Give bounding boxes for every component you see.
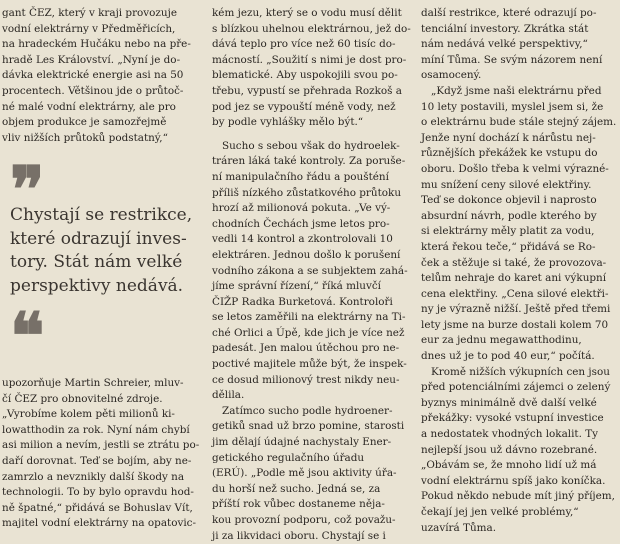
text-line: getického regulačního úřadu bbox=[212, 451, 365, 464]
text-line: Teď se dokonce objevil i naprosto bbox=[421, 194, 597, 207]
text-line: telům nehraje do karet ani výkupní bbox=[421, 272, 607, 285]
text-line: o elektrárnu bude stále stejný zájem. bbox=[421, 116, 617, 129]
text-line: „Když jsme naši elektrárnu před bbox=[431, 84, 602, 97]
article-column-1-continued bbox=[2, 376, 198, 532]
text-line: daří dorovnat. Teď se bojím, aby ne- bbox=[2, 454, 192, 467]
open-quote-icon: ❞ bbox=[10, 153, 39, 228]
text-line: upozorňuje Martin Schreier, mluv- bbox=[2, 377, 184, 389]
text-line: ně špatné,“ přidává se Bohuslav Vít, bbox=[2, 501, 193, 514]
article-column-2 bbox=[212, 6, 411, 544]
text-line: technologii. To by bylo opravdu hod- bbox=[2, 486, 194, 499]
text-line: getiků snad už brzo pomine, starosti bbox=[212, 420, 405, 433]
text-line: kém jezu, který se o vodu musí dělit bbox=[212, 7, 402, 19]
text-line: absurdní návrh, podle kterého by bbox=[421, 209, 597, 222]
text-line: ché Orlici a Úpě, kde jich je více než bbox=[212, 326, 405, 339]
pull-quote bbox=[10, 204, 200, 298]
text-line: Sucho s sebou však do hydroelek- bbox=[222, 139, 400, 152]
text-line: vedli 14 kontrol a zkontrolovali 10 bbox=[212, 233, 393, 246]
text-line: né malé vodní elektrárny, ale pro bbox=[2, 100, 176, 113]
text-line: jim dělají údajné nachystaly Ener- bbox=[212, 436, 392, 449]
text-line: zamrzlo a nevznikly další škody na bbox=[2, 470, 185, 483]
text-line: se letos zaměřili na elektrárny na Ti- bbox=[212, 311, 406, 324]
paragraph-gap bbox=[212, 131, 408, 139]
text-line: „Obávám se, že mnoho lidí už má bbox=[421, 459, 597, 472]
text-line: čekají jej jen velké problémy,“ bbox=[421, 506, 579, 518]
text-line: ní manipulačního řádu a poušténí bbox=[212, 170, 389, 183]
text-line: dnes už je to pod 40 eur,“ počítá. bbox=[421, 350, 595, 363]
text-line: padesát. Jen malou útěchou pro ne- bbox=[212, 342, 400, 355]
text-line: na hradeckém Hučáku nebo na pře- bbox=[2, 38, 191, 51]
pull-quote-line: tory. Stát nám velké bbox=[10, 252, 183, 272]
text-line: s blízkou uhelnou elektrárnou, jež do- bbox=[212, 22, 411, 35]
text-line: majitel vodní elektrárny na opatovic- bbox=[2, 517, 196, 530]
text-line: jíme správní řízení,“ říká mluvčí bbox=[212, 280, 381, 293]
text-line: tenciální investory. Zkrátka stát bbox=[421, 22, 589, 35]
text-line: (ERÚ). „Podle mě jsou aktivity úřa- bbox=[212, 467, 397, 480]
text-line: příliš nízkého zůstatkového průtoku bbox=[212, 186, 402, 199]
text-line: pod jez se vypouští méně vody, než bbox=[212, 100, 396, 113]
text-line: Zatímco sucho podle hydroener- bbox=[222, 404, 393, 417]
text-line: si elektrárny měly platit za vodu, bbox=[421, 225, 595, 238]
text-line: vodní elektrárnu spíš jako koníčka. bbox=[421, 474, 606, 487]
text-line: eur za jednu megawatthodinu, bbox=[421, 334, 582, 347]
text-line: gant ČEZ, který v kraji provozuje bbox=[2, 7, 177, 19]
article-column-3 bbox=[421, 6, 617, 536]
text-line: třebu, vypustí se přehrada Rozkoš a bbox=[212, 84, 402, 97]
text-line: poctivé majitele může být, že inspek- bbox=[212, 358, 407, 371]
pull-quote-line: které odrazují inves- bbox=[10, 228, 187, 249]
text-line: která řekou teče,“ přidává se Ro- bbox=[421, 240, 596, 253]
text-line: kou provozní podporu, což považu- bbox=[212, 514, 396, 526]
text-line: před potenciálními zájemci o zelený bbox=[421, 381, 611, 394]
text-line: lowatthodin za rok. Nyní nám chybí bbox=[2, 423, 190, 436]
text-line: chodních Čechách jsme letos pro- bbox=[212, 217, 390, 230]
close-quote-icon: ❝ bbox=[10, 299, 39, 374]
text-line: překážky: vysoké vstupní investice bbox=[421, 412, 604, 425]
text-line: procentech. Většinou jde o průtoč- bbox=[2, 84, 184, 97]
text-line: další restrikce, které odrazují po- bbox=[421, 7, 597, 19]
text-line: Kromě nižších výkupních cen jsou bbox=[431, 365, 610, 378]
text-line: objem produkce je samozřejmě bbox=[2, 116, 167, 129]
text-line: asi milion a nevím, jestli se ztrátu po- bbox=[2, 439, 200, 452]
text-line: 10 lety postavili, myslel jsem si, že bbox=[421, 100, 604, 113]
text-line: blematické. Aby uspokojili svou po- bbox=[212, 69, 398, 82]
text-line: mu snížení ceny silové elektřiny. bbox=[421, 178, 592, 191]
text-line: lety jsme na burze dostali kolem 70 bbox=[421, 318, 609, 331]
text-line: byznys minimálně dvě další velké bbox=[421, 396, 597, 409]
text-line: vodního zákona a se subjektem zahá- bbox=[212, 264, 408, 277]
article-column-1 bbox=[2, 6, 198, 146]
text-line: tráren láká také kontroly. Za poruše- bbox=[212, 155, 406, 168]
text-line: míní Tůma. Se svým názorem není bbox=[421, 53, 603, 66]
text-line: ji za likvidaci oboru. Chystají se i bbox=[212, 529, 386, 542]
pull-quote-line: Chystají se restrikce, bbox=[10, 205, 193, 225]
text-line: různějších překážek ke vstupu do bbox=[421, 147, 598, 160]
text-line: dělila. bbox=[212, 389, 245, 402]
text-line: nám nedává velké perspektivy,“ bbox=[421, 38, 588, 51]
text-line: cena elektřiny. „Cena silové elektři- bbox=[421, 287, 609, 300]
text-line: vodní elektrárny v Předměřicích, bbox=[2, 22, 176, 35]
text-line: hradě Les Království. „Nyní je do- bbox=[2, 53, 181, 66]
text-line: nejlepší jsou už dávno rozebrané. bbox=[421, 443, 598, 456]
text-line: elektráren. Jednou došlo k porušení bbox=[212, 248, 401, 261]
text-line: ce dosud milionový trest nikdy neu- bbox=[212, 373, 400, 386]
text-line: oboru. Došlo třeba k velmi výrazné- bbox=[421, 162, 609, 175]
text-line: dávka elektrické energie asi na 50 bbox=[2, 69, 184, 82]
text-line: osamocený. bbox=[421, 69, 482, 82]
text-line: du horší než sucho. Jedná se, za bbox=[212, 482, 381, 495]
text-line: a nedostatek vhodných lokalit. Ty bbox=[421, 428, 599, 441]
text-line: uzavírá Tůma. bbox=[421, 521, 496, 534]
text-line: čí ČEZ pro obnovitelné zdroje. bbox=[2, 392, 163, 405]
pull-quote-line: perspektivy nedává. bbox=[10, 275, 184, 296]
text-line: Pokud někdo nebude mít jiný příjem, bbox=[421, 490, 615, 503]
text-line: hrozí až milionová pokuta. „Ve vý- bbox=[212, 202, 391, 215]
text-line: ček a stěžuje si také, že provozova- bbox=[421, 256, 607, 269]
text-line: ČIŽP Radka Burketová. Kontroloři bbox=[212, 295, 393, 308]
text-line: dává teplo pro více než 60 tisíc do- bbox=[212, 38, 396, 51]
text-line: by podle vyhlášky mělo být.“ bbox=[212, 116, 364, 129]
text-line: ny je výrazně nižší. Ještě před třemi bbox=[421, 303, 611, 316]
text-line: „Vyrobíme kolem pěti milionů ki- bbox=[2, 408, 175, 421]
text-line: mácností. „Soužití s nimi je dost pro- bbox=[212, 53, 407, 66]
text-line: vliv nižších průtoků podstatný,“ bbox=[2, 131, 168, 144]
text-line: příští rok vůbec dostaneme něja- bbox=[212, 498, 385, 511]
text-line: Jenže nyní dochází k nárůstu nej- bbox=[421, 131, 596, 144]
